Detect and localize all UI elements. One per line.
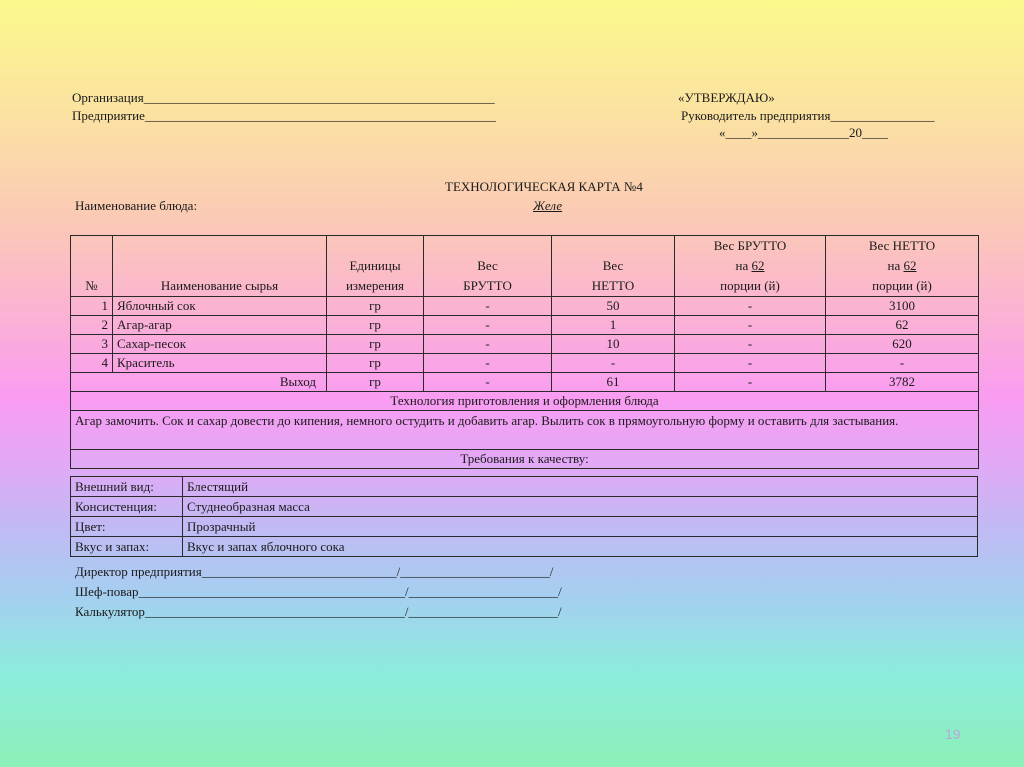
row-unit: гр [327, 335, 424, 354]
row-brutto: - [424, 316, 552, 335]
output-label: Выход [71, 373, 327, 392]
row-portion-brutto: - [675, 316, 826, 335]
output-brutto: - [424, 373, 552, 392]
quality-value: Вкус и запах яблочного сока [183, 537, 978, 557]
quality-title-row [71, 450, 979, 469]
row-unit: гр [327, 316, 424, 335]
signature-director: Директор предприятия______________________________/_______________________/ [75, 564, 554, 579]
output-unit: гр [327, 373, 424, 392]
quality-value: Студнеобразная масса [183, 497, 978, 517]
row-name: Краситель [113, 354, 327, 373]
row-portion-netto: 3100 [826, 297, 979, 316]
quality-value: Блестящий [183, 477, 978, 497]
table-header-row [71, 236, 979, 297]
tech-title: Технология приготовления и оформления блюда [71, 392, 979, 411]
row-num: 2 [71, 316, 113, 335]
row-name: Сахар-песок [113, 335, 327, 354]
quality-table [70, 476, 978, 557]
row-name: Агар-агар [113, 316, 327, 335]
page-number: 19 [945, 726, 961, 742]
col-num-header: № [71, 236, 113, 297]
date-line: «____»______________20____ [719, 125, 888, 140]
quality-label: Цвет: [71, 517, 183, 537]
table-row [71, 335, 979, 354]
row-netto: 10 [552, 335, 675, 354]
approve-label: «УТВЕРЖДАЮ» [678, 90, 775, 105]
dish-label: Наименование блюда: [75, 198, 198, 213]
row-brutto: - [424, 354, 552, 373]
row-portion-brutto: - [675, 354, 826, 373]
quality-row [71, 497, 978, 517]
row-brutto: - [424, 335, 552, 354]
col-portion-brutto-header: Вес БРУТТО на 62 порции (й) [675, 236, 826, 297]
row-portion-netto: 62 [826, 316, 979, 335]
tech-title-row [71, 392, 979, 411]
row-netto: 1 [552, 316, 675, 335]
row-portion-netto: - [826, 354, 979, 373]
output-row [71, 373, 979, 392]
quality-value: Прозрачный [183, 517, 978, 537]
quality-label: Консистенция: [71, 497, 183, 517]
quality-label: Вкус и запах: [71, 537, 183, 557]
signature-chef: Шеф-повар_________________________________________/_______________________/ [75, 584, 562, 599]
dish-name: Желе [533, 198, 563, 213]
row-portion-brutto: - [675, 297, 826, 316]
quality-row [71, 537, 978, 557]
quality-label: Внешний вид: [71, 477, 183, 497]
output-portion-netto: 3782 [826, 373, 979, 392]
col-netto-header: Вес НЕТТО [552, 236, 675, 297]
ingredients-table [70, 235, 979, 469]
output-portion-brutto: - [675, 373, 826, 392]
document-title: ТЕХНОЛОГИЧЕСКАЯ КАРТА №4 [445, 179, 643, 194]
enterprise-line: Предприятие______________________________________________________ [72, 108, 496, 123]
row-unit: гр [327, 297, 424, 316]
col-brutto-header: Вес БРУТТО [424, 236, 552, 297]
head-of-enterprise-line: Руководитель предприятия________________ [681, 108, 935, 123]
row-portion-netto: 620 [826, 335, 979, 354]
organization-line: Организация______________________________________________________ [72, 90, 495, 105]
tech-text-row [71, 411, 979, 450]
quality-row [71, 517, 978, 537]
row-netto: 50 [552, 297, 675, 316]
col-unit-header: Единицы измерения [327, 236, 424, 297]
quality-title: Требования к качеству: [71, 450, 979, 469]
col-portion-netto-header: Вес НЕТТО на 62 порции (й) [826, 236, 979, 297]
table-row [71, 354, 979, 373]
row-portion-brutto: - [675, 335, 826, 354]
tech-text: Агар замочить. Сок и сахар довести до кипения, немного остудить и добавить агар. Вылить сок в прямоугольную форму и оставить для застывания. [71, 411, 979, 450]
signature-calculator: Калькулятор________________________________________/_______________________/ [75, 604, 562, 619]
row-netto: - [552, 354, 675, 373]
row-unit: гр [327, 354, 424, 373]
table-row [71, 316, 979, 335]
row-num: 3 [71, 335, 113, 354]
row-brutto: - [424, 297, 552, 316]
output-netto: 61 [552, 373, 675, 392]
table-row [71, 297, 979, 316]
row-name: Яблочный сок [113, 297, 327, 316]
row-num: 1 [71, 297, 113, 316]
quality-row [71, 477, 978, 497]
col-name-header: Наименование сырья [113, 236, 327, 297]
row-num: 4 [71, 354, 113, 373]
